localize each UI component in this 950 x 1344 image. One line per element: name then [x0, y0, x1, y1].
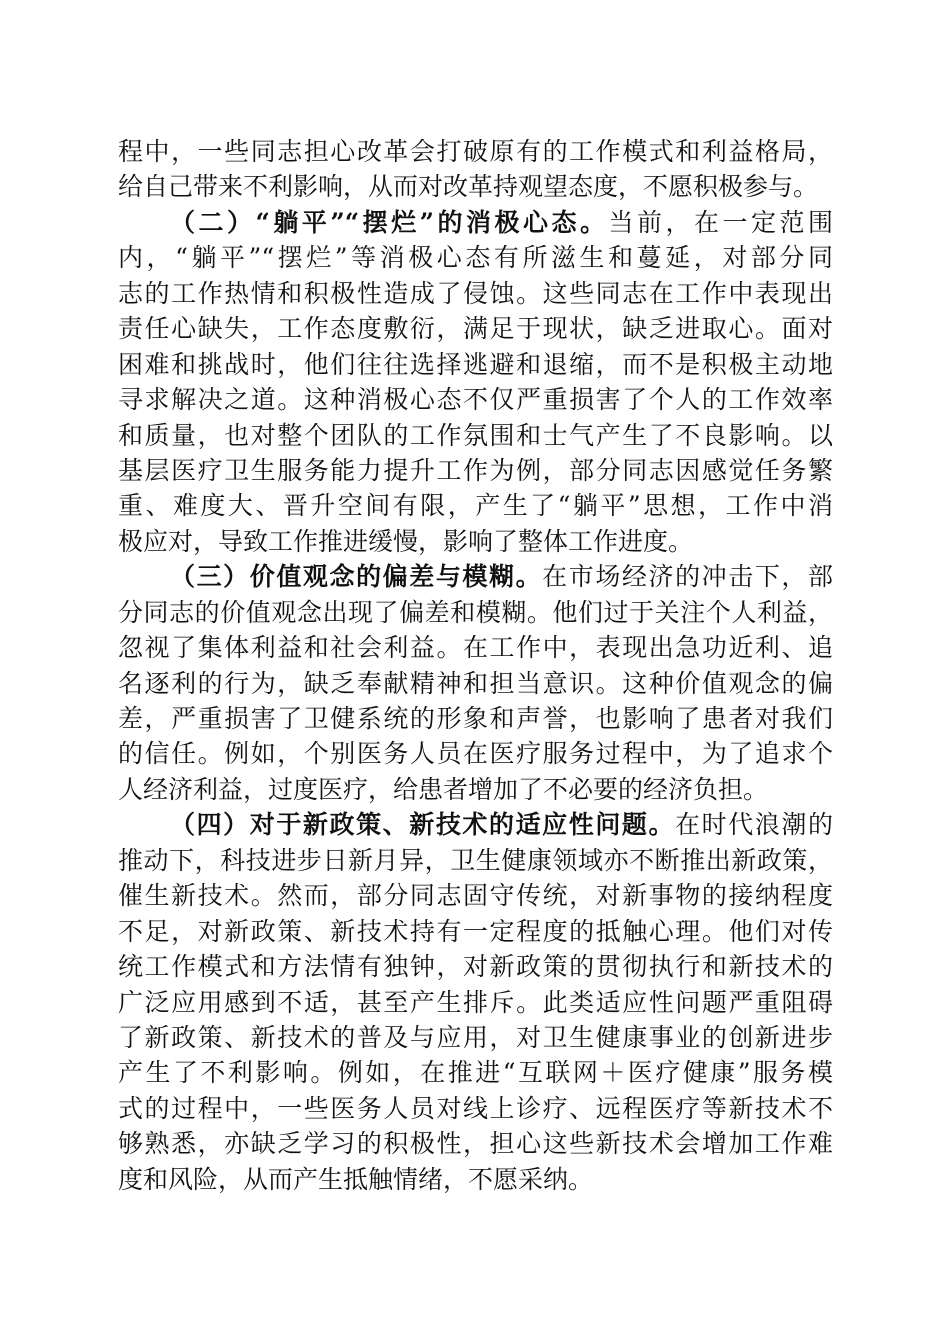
text-line [118, 347, 833, 382]
line-text: 催生新技术。然而，部分同志固守传统，对新事物的接纳程度 [118, 881, 833, 911]
text-line [118, 382, 833, 417]
text-line [118, 1091, 833, 1126]
line-text: 推动下，科技进步日新月异，卫生健康领域亦不断推出新政策， [118, 845, 833, 875]
text-line [118, 878, 833, 913]
line-text: 在时代浪潮的 [675, 810, 833, 840]
text-line [118, 843, 833, 878]
line-text: 分同志的价值观念出现了偏差和模糊。他们过于关注个人利益， [118, 597, 833, 627]
line-text: 的信任。例如，个别医务人员在医疗服务过程中，为了追求个 [118, 739, 833, 769]
text-line [118, 240, 833, 275]
text-line [118, 772, 833, 807]
line-text: 产生了不利影响。例如，在推进“互联网＋医疗健康”服务模 [118, 1058, 833, 1088]
text-line [118, 276, 833, 311]
line-text: 人经济利益，过度医疗，给患者增加了不必要的经济负担。 [118, 774, 769, 804]
line-text: 广泛应用感到不适，甚至产生排斥。此类适应性问题严重阻碍 [118, 987, 833, 1017]
line-text: 差，严重损害了卫健系统的形象和声誉，也影响了患者对我们 [118, 704, 833, 733]
section-heading-line [118, 807, 833, 842]
text-line [118, 453, 833, 488]
section-heading: （二）“躺平”“摆烂”的消极心态。 [170, 207, 609, 237]
section-heading-line [118, 205, 833, 240]
text-line [118, 736, 833, 771]
line-text: 名逐利的行为，缺乏奉献精神和担当意识。这种价值观念的偏 [118, 668, 833, 698]
line-text: 够熟悉，亦缺乏学习的积极性，担心这些新技术会增加工作难 [118, 1129, 833, 1159]
line-text: 度和风险，从而产生抵触情绪，不愿采纳。 [118, 1164, 594, 1194]
text-line [118, 1162, 833, 1197]
text-line [118, 595, 833, 630]
section-heading: （四）对于新政策、新技术的适应性问题。 [170, 810, 676, 840]
text-line [118, 311, 833, 346]
text-line [118, 666, 833, 701]
section-heading-line [118, 559, 833, 594]
text-line [118, 1055, 833, 1090]
text-line [118, 488, 833, 523]
line-text: 志的工作热情和积极性造成了侵蚀。这些同志在工作中表现出 [118, 278, 833, 308]
text-line [118, 630, 833, 665]
line-text: 给自己带来不利影响，从而对改革持观望态度，不愿积极参与。 [118, 172, 819, 202]
line-text: 式的过程中，一些医务人员对线上诊疗、远程医疗等新技术不 [118, 1093, 833, 1123]
text-line [118, 985, 833, 1020]
text-line [118, 1126, 833, 1161]
line-text: 寻求解决之道。这种消极心态不仅严重损害了个人的工作效率 [118, 385, 833, 415]
text-line [118, 524, 833, 559]
text-line [118, 701, 833, 736]
document-body [118, 134, 833, 1197]
line-text: 极应对，导致工作推进缓慢，影响了整体工作进度。 [118, 526, 694, 556]
line-text: 程中，一些同志担心改革会打破原有的工作模式和利益格局， [118, 137, 833, 166]
line-text: 不足，对新政策、新技术持有一定程度的抵触心理。他们对传 [118, 916, 833, 946]
text-line [118, 949, 833, 984]
line-text: 基层医疗卫生服务能力提升工作为例，部分同志因感觉任务繁 [118, 455, 833, 485]
line-text: 了新政策、新技术的普及与应用，对卫生健康事业的创新进步 [118, 1022, 833, 1052]
text-line [118, 169, 833, 204]
line-text: 困难和挑战时，他们往往选择逃避和退缩，而不是积极主动地 [118, 349, 833, 379]
line-text: 忽视了集体利益和社会利益。在工作中，表现出急功近利、追 [118, 633, 833, 663]
text-line [118, 914, 833, 949]
text-line [118, 1020, 833, 1055]
text-line [118, 418, 833, 453]
line-text: 当前，在一定范围 [608, 207, 833, 237]
section-heading: （三）价值观念的偏差与模糊。 [170, 562, 543, 592]
line-text: 重、难度大、晋升空间有限，产生了“躺平”思想，工作中消 [118, 491, 833, 521]
text-line [118, 134, 833, 169]
line-text: 统工作模式和方法情有独钟，对新政策的贯彻执行和新技术的 [118, 952, 833, 982]
line-text: 和质量，也对整个团队的工作氛围和士气产生了不良影响。以 [118, 420, 833, 450]
line-text: 在市场经济的冲击下，部 [542, 562, 833, 592]
line-text: 责任心缺失，工作态度敷衍，满足于现状，缺乏进取心。面对 [118, 314, 833, 344]
line-text: 内，“躺平”“摆烂”等消极心态有所滋生和蔓延，对部分同 [118, 243, 833, 273]
